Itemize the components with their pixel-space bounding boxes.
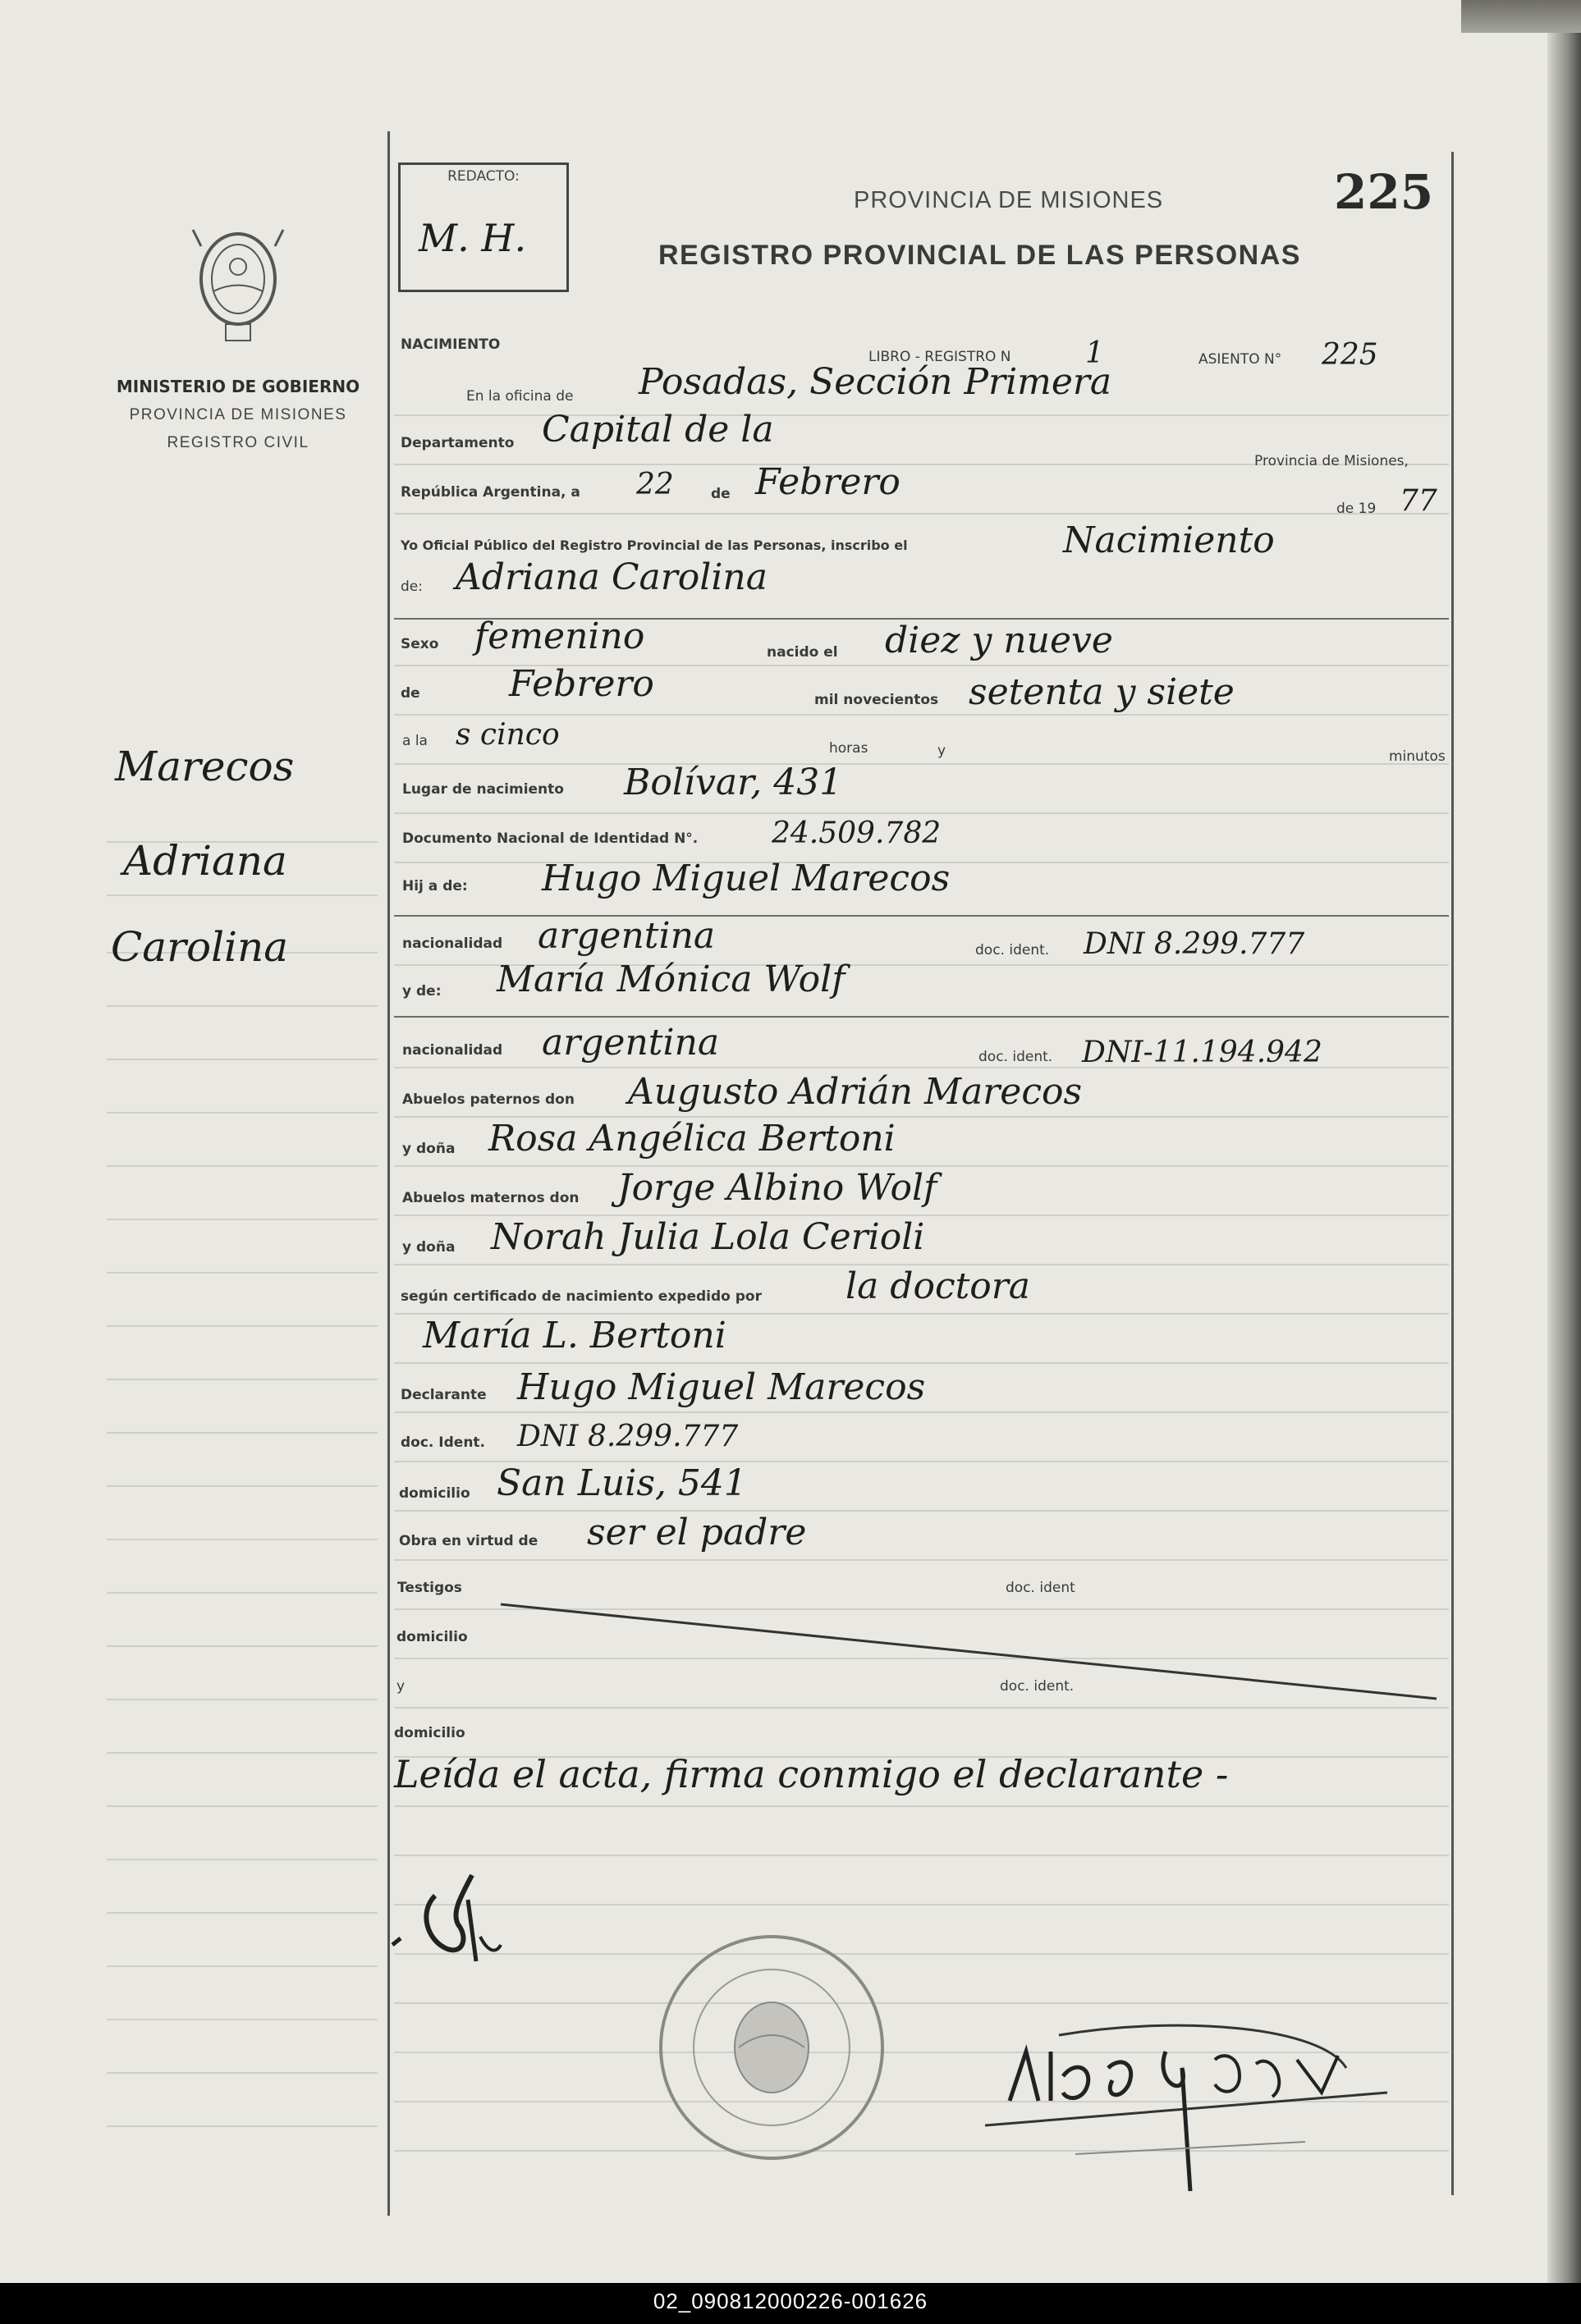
year-label: de 19 xyxy=(1336,501,1377,517)
month-label: de xyxy=(401,685,420,702)
at-label: a la xyxy=(402,733,428,749)
province-title: PROVINCIA DE MISIONES xyxy=(854,187,1164,213)
witness2-address-label: domicilio xyxy=(394,1725,465,1741)
margin-note-first-name: Adriana xyxy=(123,837,287,885)
paternal-grandparents-label: Abuelos paternos don xyxy=(402,1091,575,1108)
official-signature-mark xyxy=(386,1863,517,1986)
official-round-seal xyxy=(648,1924,895,2171)
ministry-block xyxy=(90,222,386,452)
province-label: Provincia de Misiones, xyxy=(1254,453,1409,469)
provincial-emblem-icon xyxy=(176,222,300,353)
paternal-dona-label: y doña xyxy=(402,1141,456,1157)
maternal-grandmother: Norah Julia Lola Cerioli xyxy=(491,1216,925,1258)
book-corner xyxy=(1461,0,1581,33)
hour-value: s cinco xyxy=(456,718,560,752)
born-label: nacido el xyxy=(767,644,838,661)
mother-name: María Mónica Wolf xyxy=(497,958,845,1000)
certificate-label: según certificado de nacimiento expedido por xyxy=(401,1288,762,1305)
redacto-box xyxy=(398,162,569,292)
witness-doc-label: doc. ident xyxy=(1006,1580,1075,1596)
father-nationality: argentina xyxy=(538,915,716,957)
father-name: Hugo Miguel Marecos xyxy=(542,858,951,899)
witness2-and-label: y xyxy=(396,1678,406,1695)
de-label: de xyxy=(711,486,731,502)
father-nationality-label: nacionalidad xyxy=(402,936,503,952)
office-label: En la oficina de xyxy=(466,388,574,405)
redacto-initials: M. H. xyxy=(419,216,527,260)
minutes-label: minutos xyxy=(1389,748,1446,765)
department-label: Departamento xyxy=(401,435,515,451)
acts-value: ser el padre xyxy=(587,1512,807,1553)
closing-phrase: Leída el acta, firma conmigo el declarante - xyxy=(394,1752,1229,1796)
maternal-dona-label: y doña xyxy=(402,1239,456,1256)
office-value: Posadas, Sección Primera xyxy=(639,361,1112,403)
mother-doc-label: doc. ident. xyxy=(978,1049,1053,1065)
asiento-value: 225 xyxy=(1322,338,1378,372)
ministry-province: PROVINCIA DE MISIONES xyxy=(129,406,347,423)
declarant-address: San Luis, 541 xyxy=(497,1462,747,1504)
witness-address-label: domicilio xyxy=(396,1629,468,1645)
declarant-label: Declarante xyxy=(401,1387,487,1403)
full-name: Adriana Carolina xyxy=(456,556,768,598)
dni-label: Documento Nacional de Identidad N°. xyxy=(402,830,699,847)
born-year: setenta y siete xyxy=(969,671,1235,713)
image-identifier: 02_090812000226-001626 xyxy=(653,2289,928,2313)
mother-nationality-label: nacionalidad xyxy=(402,1042,503,1059)
maternal-grandfather: Jorge Albino Wolf xyxy=(617,1167,937,1209)
department-value: Capital de la xyxy=(542,409,774,451)
and-label: y xyxy=(937,743,946,759)
father-doc-label: doc. ident. xyxy=(975,942,1050,958)
place-value: Bolívar, 431 xyxy=(624,762,843,803)
and-of-label: y de: xyxy=(402,983,442,1000)
thousand-label: mil novecientos xyxy=(814,692,939,708)
born-day: diez y nueve xyxy=(885,620,1113,661)
date-month: Febrero xyxy=(755,461,900,503)
dni-value: 24.509.782 xyxy=(772,817,942,850)
child-label: Hij a de: xyxy=(402,878,468,894)
sex-value: femenino xyxy=(474,615,645,657)
declarant-name: Hugo Miguel Marecos xyxy=(517,1366,926,1408)
official-value: Nacimiento xyxy=(1063,519,1275,561)
maternal-grandparents-label: Abuelos maternos don xyxy=(402,1190,580,1206)
margin-note-middle-name: Carolina xyxy=(111,923,289,971)
acts-label: Obra en virtud de xyxy=(399,1533,538,1549)
ministry-name: MINISTERIO DE GOBIERNO xyxy=(116,377,360,396)
redacto-label: REDACTO: xyxy=(447,168,520,185)
declarant-doc-label: doc. Ident. xyxy=(401,1434,486,1451)
born-month: Febrero xyxy=(509,663,654,705)
republic-label: República Argentina, a xyxy=(401,484,580,501)
book-spine-edge xyxy=(1547,0,1581,2283)
declarant-doc: DNI 8.299.777 xyxy=(517,1420,739,1453)
cancel-stroke xyxy=(493,1592,1445,1707)
hours-label: horas xyxy=(829,740,868,757)
de-name-label: de: xyxy=(401,579,423,595)
paternal-grandmother: Rosa Angélica Bertoni xyxy=(488,1118,896,1160)
witness2-doc-label: doc. ident. xyxy=(1000,1678,1075,1695)
mother-doc: DNI-11.194.942 xyxy=(1082,1036,1322,1069)
libro-label: LIBRO - REGISTRO N xyxy=(868,349,1011,365)
right-frame-line xyxy=(1451,152,1454,2195)
place-label: Lugar de nacimiento xyxy=(402,781,564,798)
page-number: 225 xyxy=(1334,164,1434,220)
mother-nationality: argentina xyxy=(542,1022,720,1064)
asiento-label: ASIENTO N° xyxy=(1198,351,1282,368)
date-day: 22 xyxy=(636,468,674,501)
doctor-name: María L. Bertoni xyxy=(423,1315,726,1356)
witnesses-label: Testigos xyxy=(397,1580,462,1596)
ministry-registry: REGISTRO CIVIL xyxy=(167,434,309,451)
sex-label: Sexo xyxy=(401,636,439,652)
libro-value: 1 xyxy=(1085,336,1104,370)
official-label: Yo Oficial Público del Registro Provincial de las Personas, inscribo el xyxy=(401,538,908,553)
registry-title: REGISTRO PROVINCIAL DE LAS PERSONAS xyxy=(658,240,1301,271)
father-doc: DNI 8.299.777 xyxy=(1084,927,1305,961)
paternal-grandfather: Augusto Adrián Marecos xyxy=(628,1071,1083,1113)
year-value: 77 xyxy=(1400,484,1437,518)
section-head-signature xyxy=(977,2019,1404,2216)
declarant-address-label: domicilio xyxy=(399,1485,470,1502)
certificate-value: la doctora xyxy=(845,1265,1031,1307)
record-type-label: NACIMIENTO xyxy=(401,336,501,353)
margin-note-surname: Marecos xyxy=(115,743,295,790)
